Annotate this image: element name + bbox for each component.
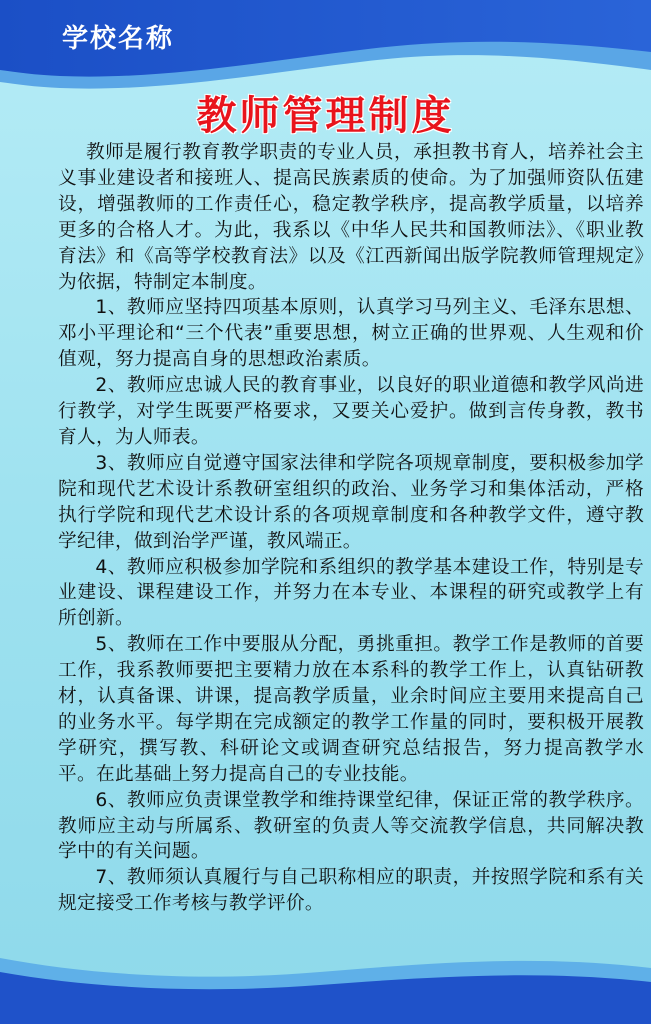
rule-paragraph-2: 2、教师应忠诚人民的教育事业，以良好的职业道德和教学风尚进行教学，对学生既要严格要求，又要关心爱护。做到言传身教，教书育人，为人师表。: [58, 375, 644, 448]
rule-paragraph-4: 4、教师应积极参加学院和系组织的教学基本建设工作，特别是专业建设、课程建设工作，并努力在本专业、本课程的研究或教学上有所创新。: [58, 556, 644, 630]
rule-paragraph-5: 5、教师在工作中要服从分配，勇挑重担。教学工作是教师的首要工作，我系教师要把主要精力放在本系科的教学工作上，认真钻研教材，认真备课、讲课，提高教学质量，业余时间应主要用来提高自己的业务水平。每学期在完成额定的教学工作量的同时，要积极开展教学研究，撰写教、科研论文或调查研究总结报告，努力提高教学水平。在此基础上努力提高自己的专业技能。: [58, 634, 644, 785]
intro-paragraph: 教师是履行教育教学职责的专业人员，承担教书育人，培养社会主义事业建设者和接班人、提高民族素质的使命。为了加强师资队伍建设，增强教师的工作责任心，稳定教学秩序，提高教学质量，以培养更多的合格人才。为此，我系以《中华人民共和国教师法》、《职业教育法》和《高等学校教育法》以及《江西新闻出版学院教师管理规定》为依据，特制定本制度。: [58, 142, 644, 293]
page-title: 教师管理制度: [196, 93, 455, 139]
school-name: 学校名称: [62, 24, 175, 54]
rule-paragraph-1: 1、教师应坚持四项基本原则，认真学习马列主义、毛泽东思想、邓小平理论和“三个代表”重要思想，树立正确的世界观、人生观和价值观，努力提高自身的思想政治素质。: [58, 297, 644, 371]
rule-paragraph-3: 3、教师应自觉遵守国家法律和学院各项规章制度，要积极参加学院和现代艺术设计系教研室组织的政治、业务学习和集体活动，严格执行学院和现代艺术设计系的各项规章制度和各种教学文件，遵守教学纪律，做到治学严谨，教风端正。: [58, 452, 644, 552]
rule-paragraph-7: 7、教师须认真履行与自己职称相应的职责，并按照学院和系有关规定接受工作考核与教学评价。: [58, 867, 644, 915]
document-body: [58, 140, 644, 917]
rule-paragraph-6: 6、教师应负责课堂教学和维持课堂纪律，保证正常的教学秩序。教师应主动与所属系、教研室的负责人等交流教学信息，共同解决教学中的有关问题。: [58, 789, 644, 863]
